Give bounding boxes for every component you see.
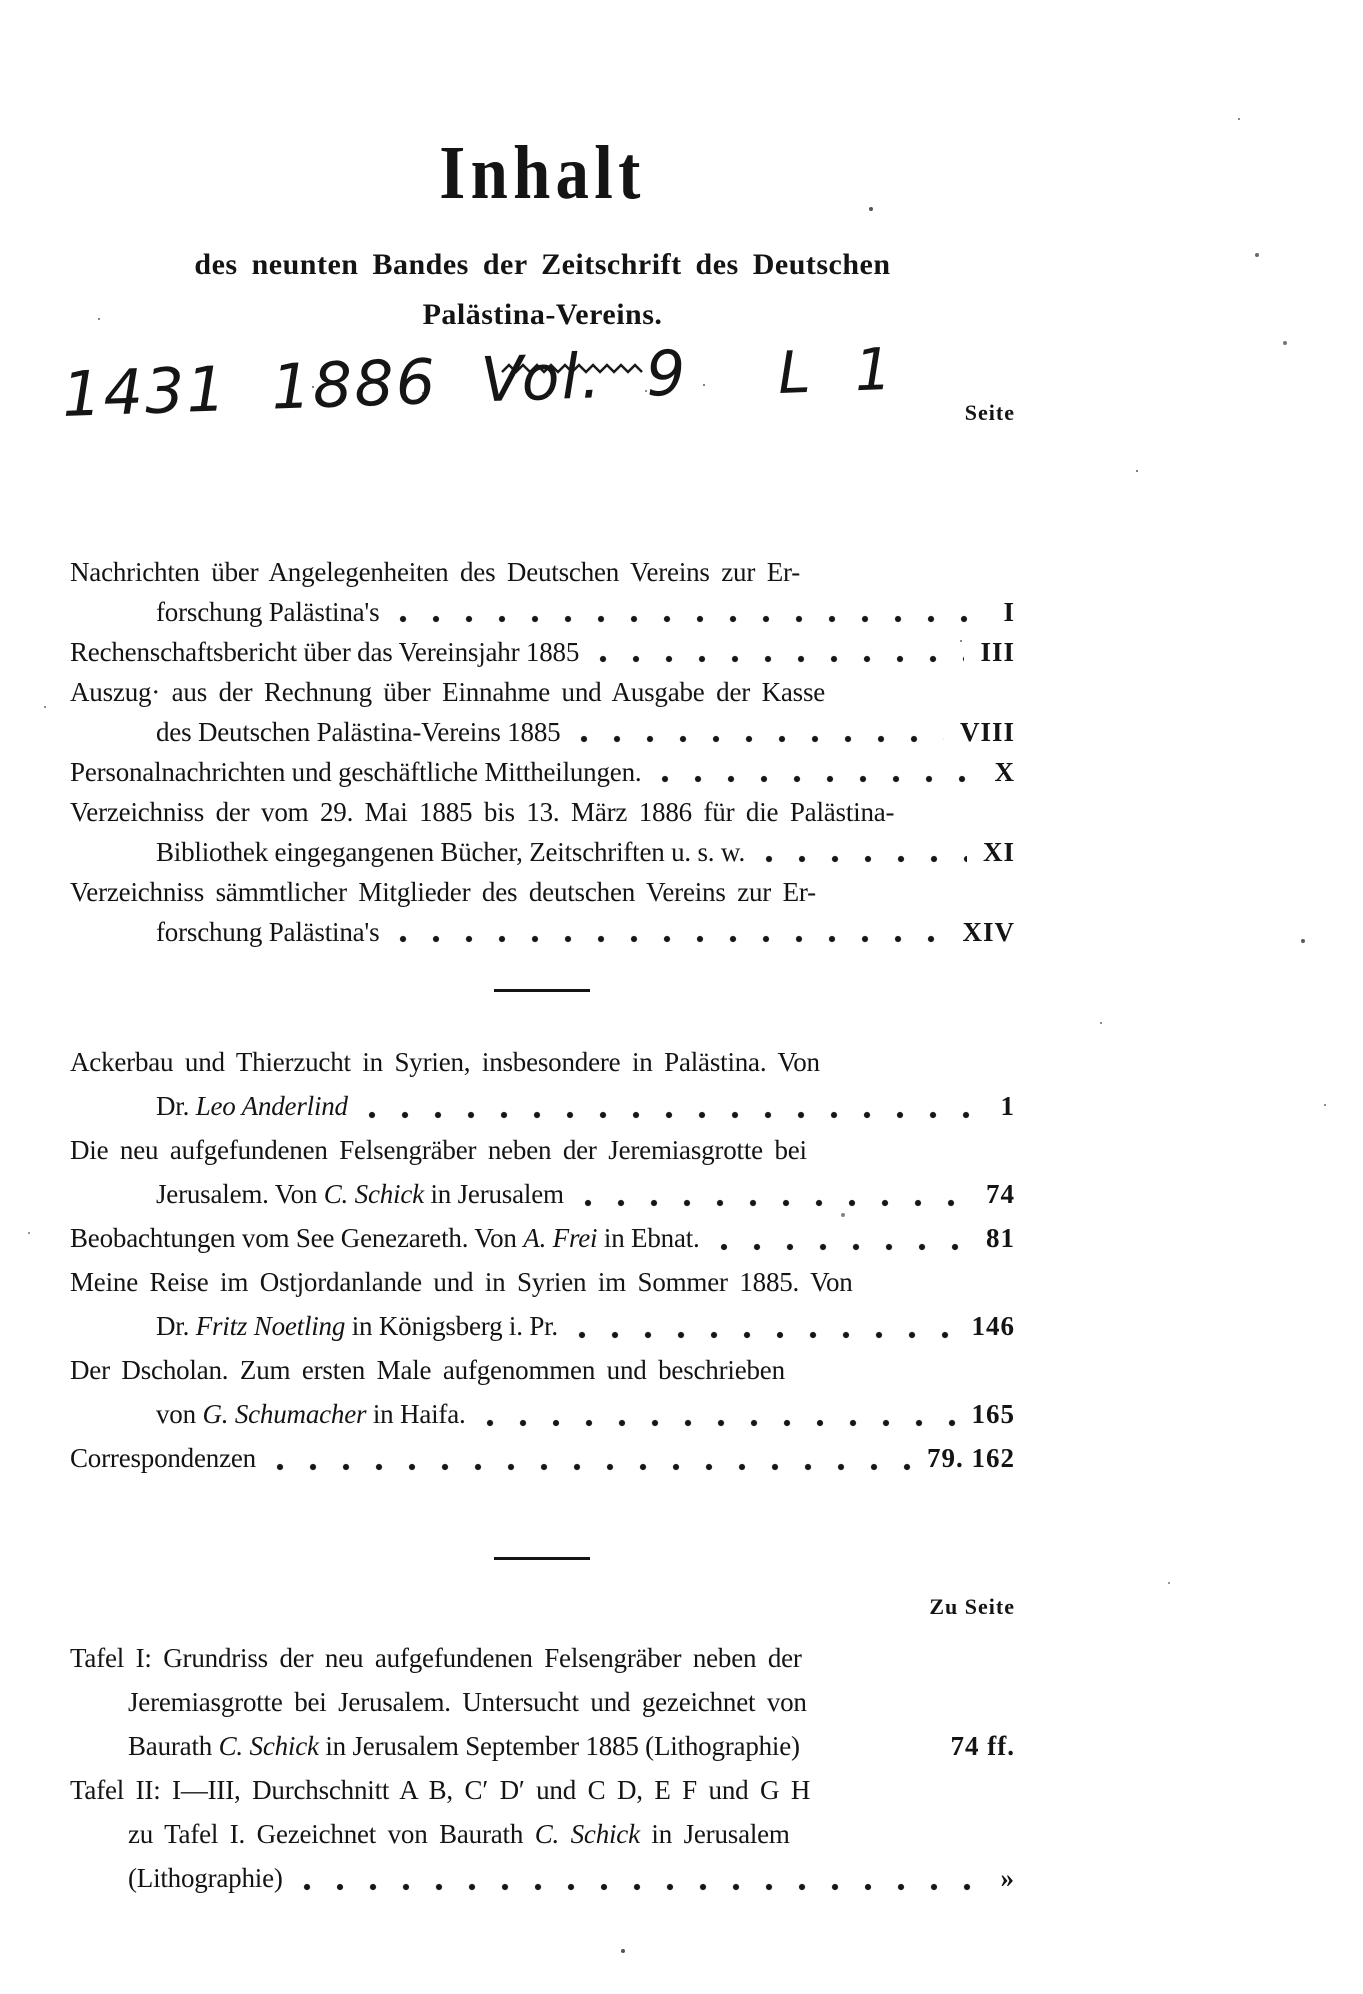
toc-entry-text bbox=[128, 1724, 800, 1768]
toc-line bbox=[70, 792, 1015, 832]
toc-line bbox=[70, 1724, 1015, 1768]
author-name: G. Schumacher bbox=[202, 1399, 367, 1429]
entry-text-segment: Correspondenzen bbox=[70, 1443, 256, 1473]
toc-line bbox=[70, 1128, 1015, 1172]
entry-text-segment: in Jerusalem September 1885 (Lithographie) bbox=[318, 1731, 800, 1761]
author-name: Leo Anderlind bbox=[195, 1091, 348, 1121]
page-number: XIV bbox=[962, 917, 1015, 947]
page-number: VIII bbox=[959, 717, 1015, 747]
toc-entry-text bbox=[70, 1775, 810, 1805]
author-name: Fritz Noetling bbox=[195, 1311, 346, 1341]
entry-text-segment: forschung Palästina's bbox=[156, 597, 380, 627]
toc-entry-text bbox=[128, 1819, 790, 1849]
author-name: C. Schick bbox=[323, 1179, 424, 1209]
toc-line bbox=[70, 912, 1015, 952]
entry-text-segment: Ackerbau und Thierzucht in Syrien, insbesondere in Palästina. Von bbox=[70, 1047, 820, 1077]
page-title: Inhalt bbox=[439, 131, 646, 215]
toc-line bbox=[70, 1348, 1015, 1392]
dot-leader bbox=[720, 1243, 970, 1251]
dot-leader bbox=[580, 735, 944, 743]
toc-entry-text bbox=[156, 912, 379, 952]
toc-section-front-matter bbox=[70, 552, 1015, 952]
toc-entry-text bbox=[70, 632, 579, 672]
author-name: C. Schick bbox=[534, 1819, 640, 1849]
toc-entry-text bbox=[70, 557, 800, 587]
entry-text-segment: Dr. bbox=[156, 1091, 196, 1121]
entry-text-segment: zu Tafel I. Gezeichnet von Baurath bbox=[128, 1819, 535, 1849]
handwritten-mark: L 1 bbox=[776, 334, 895, 407]
entry-text-segment: Auszug· aus der Rechnung über Einnahme und Ausgabe der Kasse bbox=[70, 677, 826, 707]
entry-text-segment: Tafel II: I—III, Durchschnitt A B, C′ D′ und C D, E F und G H bbox=[70, 1775, 811, 1805]
page-column-label: Seite bbox=[964, 400, 1015, 425]
dot-leader bbox=[578, 1331, 956, 1339]
entry-text-segment: (Lithographie) bbox=[128, 1863, 283, 1893]
dot-leader bbox=[399, 615, 987, 623]
ink-speckles bbox=[0, 0, 2, 2]
page-number: XI bbox=[982, 837, 1015, 867]
page-number: X bbox=[994, 757, 1015, 787]
toc-entry-text bbox=[70, 1216, 700, 1260]
section-divider bbox=[494, 1557, 590, 1560]
entry-text-segment: Verzeichniss sämmtlicher Mitglieder des deutschen Vereins zur Er- bbox=[70, 877, 816, 907]
entry-text-segment: Meine Reise im Ostjordanlande und in Syrien im Sommer 1885. Von bbox=[70, 1267, 853, 1297]
toc-entry-text bbox=[156, 1084, 348, 1128]
dot-leader bbox=[661, 775, 978, 783]
toc-line bbox=[70, 1856, 1015, 1900]
page-number: 146 bbox=[971, 1311, 1015, 1341]
author-name: A. Frei bbox=[523, 1223, 598, 1253]
page-number: 1 bbox=[1000, 1091, 1015, 1121]
toc-line bbox=[70, 1680, 1015, 1724]
entry-text-segment: des Deutschen Palästina-Vereins 1885 bbox=[156, 717, 561, 747]
toc-line bbox=[70, 1304, 1015, 1348]
toc-section-plates bbox=[70, 1636, 1015, 1900]
entry-text-segment: Personalnachrichten und geschäftliche Mittheilungen. bbox=[70, 757, 642, 787]
entry-text-segment: Der Dscholan. Zum ersten Male aufgenommen und beschrieben bbox=[70, 1355, 785, 1385]
toc-line bbox=[70, 1216, 1015, 1260]
entry-text-segment: in Königsberg i. Pr. bbox=[345, 1311, 558, 1341]
dot-leader bbox=[765, 855, 967, 863]
toc-line bbox=[70, 1392, 1015, 1436]
entry-text-segment: in Ebnat. bbox=[597, 1223, 700, 1253]
entry-text-segment: Baurath bbox=[128, 1731, 219, 1761]
entry-text-segment: Jeremiasgrotte bei Jerusalem. Untersucht und gezeichnet von bbox=[128, 1687, 807, 1717]
toc-line bbox=[70, 1768, 1015, 1812]
plate-column-label: Zu Seite bbox=[929, 1594, 1015, 1619]
toc-entry-text bbox=[156, 712, 560, 752]
toc-line bbox=[70, 1636, 1015, 1680]
toc-line bbox=[70, 752, 1015, 792]
entry-text-segment: in Jerusalem bbox=[639, 1819, 790, 1849]
author-name: C. Schick bbox=[218, 1731, 319, 1761]
toc-entry-text bbox=[70, 1047, 820, 1077]
toc-entry-text bbox=[70, 1267, 853, 1297]
toc-line bbox=[70, 1260, 1015, 1304]
dot-leader bbox=[303, 1883, 985, 1891]
toc-entry-text bbox=[70, 1643, 802, 1673]
entry-text-segment: Tafel I: Grundriss der neu aufgefundenen Felsengräber neben der bbox=[70, 1643, 802, 1673]
toc-entry-text bbox=[156, 592, 379, 632]
toc-entry-text bbox=[70, 1135, 807, 1165]
toc-entry-text bbox=[70, 797, 894, 827]
page-number: I bbox=[1003, 597, 1015, 627]
toc-entry-text bbox=[70, 752, 641, 792]
toc-entry-text bbox=[70, 677, 825, 707]
toc-line bbox=[70, 1172, 1015, 1216]
subtitle-line-2: Palästina-Vereins. bbox=[422, 298, 663, 331]
toc-entry-text bbox=[156, 832, 745, 872]
toc-line bbox=[70, 1084, 1015, 1128]
toc-line bbox=[70, 1812, 1015, 1856]
toc-line bbox=[70, 1436, 1015, 1480]
toc-line bbox=[70, 872, 1015, 912]
toc-line bbox=[70, 832, 1015, 872]
toc-entry-text bbox=[156, 1172, 564, 1216]
toc-entry-text bbox=[156, 1304, 558, 1348]
dot-leader bbox=[599, 655, 964, 663]
entry-text-segment: in Jerusalem bbox=[423, 1179, 564, 1209]
page-number: III bbox=[980, 637, 1015, 667]
entry-text-segment: Die neu aufgefundenen Felsengräber neben der Jeremiasgrotte bei bbox=[70, 1135, 807, 1165]
toc-line bbox=[70, 672, 1015, 712]
entry-text-segment: forschung Palästina's bbox=[156, 917, 380, 947]
page-number: 74 ff. bbox=[950, 1731, 1015, 1761]
entry-text-segment: Verzeichniss der vom 29. Mai 1885 bis 13. März 1886 für die Palästina- bbox=[70, 797, 895, 827]
entry-text-segment: Rechenschaftsbericht über das Vereinsjahr 1885 bbox=[70, 637, 580, 667]
toc-entry-text bbox=[128, 1856, 283, 1900]
subtitle-line-1: des neunten Bandes der Zeitschrift des Deutschen bbox=[194, 248, 891, 281]
toc-entry-text bbox=[70, 877, 816, 907]
page-number: » bbox=[1000, 1863, 1015, 1893]
toc-section-articles bbox=[70, 1040, 1015, 1480]
section-divider bbox=[494, 989, 590, 992]
entry-text-segment: von bbox=[156, 1399, 203, 1429]
toc-line bbox=[70, 552, 1015, 592]
toc-entry-text bbox=[156, 1392, 466, 1436]
toc-line bbox=[70, 632, 1015, 672]
entry-text-segment: in Haifa. bbox=[366, 1399, 466, 1429]
page-number: 81 bbox=[986, 1223, 1015, 1253]
dot-leader bbox=[584, 1199, 970, 1207]
toc-line bbox=[70, 592, 1015, 632]
page-number: 79. 162 bbox=[927, 1443, 1015, 1473]
entry-text-segment: Bibliothek eingegangenen Bücher, Zeitschriften u. s. w. bbox=[156, 837, 745, 867]
entry-text-segment: Nachrichten über Angelegenheiten des Deutschen Vereins zur Er- bbox=[70, 557, 801, 587]
dot-leader bbox=[276, 1463, 911, 1471]
entry-text-segment: Beobachtungen vom See Genezareth. Von bbox=[70, 1223, 524, 1253]
toc-entry-text bbox=[70, 1355, 785, 1385]
page-number: 165 bbox=[971, 1399, 1015, 1429]
dot-leader bbox=[399, 935, 946, 943]
toc-entry-text bbox=[70, 1436, 256, 1480]
dot-leader bbox=[486, 1419, 956, 1427]
toc-line bbox=[70, 1040, 1015, 1084]
entry-text-segment: Dr. bbox=[156, 1311, 196, 1341]
entry-text-segment: Jerusalem. Von bbox=[156, 1179, 324, 1209]
toc-entry-text bbox=[128, 1687, 807, 1717]
handwritten-shelfmark: 1431 1886 Vol. 9 bbox=[60, 336, 689, 431]
page-number: 74 bbox=[986, 1179, 1015, 1209]
toc-line bbox=[70, 712, 1015, 752]
dot-leader bbox=[368, 1111, 985, 1119]
